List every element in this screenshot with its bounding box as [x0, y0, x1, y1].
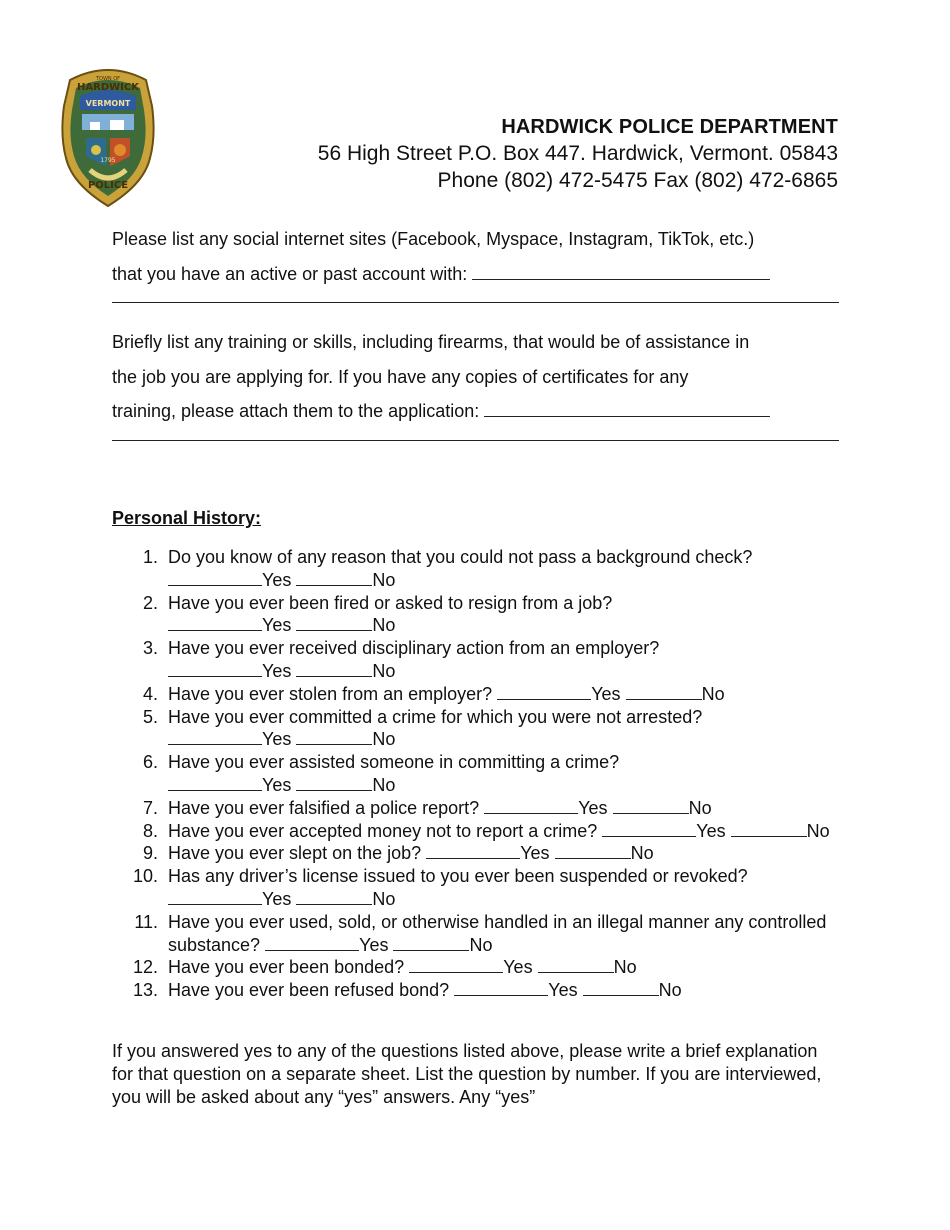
answer-options: [168, 889, 395, 909]
question-number: 6.: [142, 752, 158, 773]
question-text: Have you ever committed a crime for which you were not arrested?: [168, 706, 703, 727]
letterhead: [318, 114, 838, 194]
training-line-1: Briefly list any training or skills, including firearms, that would be of assistance in: [112, 332, 750, 352]
social-line-1: Please list any social internet sites (Facebook, Myspace, Instagram, TikTok, etc.): [112, 229, 755, 249]
question-item: [112, 683, 840, 706]
no-answer-blank[interactable]: [555, 844, 631, 859]
yes-answer-blank[interactable]: [265, 936, 359, 951]
no-label: No: [806, 820, 830, 841]
answer-options: [497, 684, 724, 704]
no-label: No: [372, 569, 396, 590]
personal-history-heading: Personal History:: [112, 508, 262, 528]
question-number: 2.: [142, 592, 158, 613]
yes-answer-blank[interactable]: [168, 571, 262, 586]
question-number: 1.: [142, 547, 158, 567]
no-answer-blank[interactable]: [296, 776, 372, 791]
question-number: 12.: [132, 957, 158, 978]
question-text: Do you know of any reason that you could not pass a background check?: [168, 547, 753, 567]
answer-options: [168, 570, 395, 590]
yes-answer-blank[interactable]: [454, 981, 548, 996]
question-item: [112, 637, 840, 683]
question-item: [112, 979, 840, 1002]
question-text: Have you ever used, sold, or otherwise handled in an illegal manner any controlled substance?: [168, 911, 827, 955]
question-item: [112, 751, 840, 797]
training-answer-line[interactable]: [112, 439, 839, 441]
question-number: 3.: [142, 638, 158, 659]
question-number: 7.: [142, 797, 158, 818]
no-answer-blank[interactable]: [613, 799, 689, 814]
question-item: [112, 956, 840, 979]
social-sites-answer-line[interactable]: [112, 301, 839, 303]
no-label: No: [372, 615, 396, 636]
social-sites-section: [112, 222, 840, 303]
question-number: 13.: [132, 980, 158, 1001]
question-text: Have you ever falsified a police report?: [168, 797, 480, 818]
question-item: [112, 842, 840, 865]
badge-top-text: TOWN OF: [95, 76, 121, 82]
badge-name-text: HARDWICK: [77, 82, 139, 93]
no-answer-blank[interactable]: [296, 730, 372, 745]
question-text: Have you ever slept on the job?: [168, 843, 422, 864]
no-answer-blank[interactable]: [296, 616, 372, 631]
question-text: Has any driver’s license issued to you ever been suspended or revoked?: [168, 866, 748, 887]
yes-label: Yes: [503, 957, 533, 978]
answer-options: [265, 935, 492, 955]
training-section: [112, 325, 840, 441]
no-answer-blank[interactable]: [296, 890, 372, 905]
question-item: [112, 820, 840, 843]
question-item: [112, 546, 840, 592]
answer-options: [168, 661, 395, 681]
no-answer-blank[interactable]: [393, 936, 469, 951]
no-label: No: [658, 980, 682, 1001]
yes-label: Yes: [520, 843, 550, 864]
yes-answer-blank[interactable]: [168, 662, 262, 677]
personal-history-questions: [112, 546, 840, 1002]
no-label: No: [701, 683, 725, 704]
question-number: 5.: [142, 706, 158, 727]
yes-label: Yes: [591, 683, 621, 704]
question-number: 9.: [142, 843, 158, 864]
no-label: No: [372, 888, 396, 909]
question-text: Have you ever been bonded?: [168, 957, 405, 978]
question-number: 8.: [142, 820, 158, 841]
yes-answer-blank[interactable]: [409, 958, 503, 973]
no-label: No: [372, 729, 396, 750]
question-text: Have you ever been refused bond?: [168, 980, 450, 1001]
question-item: [112, 592, 840, 638]
yes-answer-blank[interactable]: [168, 776, 262, 791]
training-line-2: the job you are applying for. If you have any copies of certificates for any: [112, 366, 689, 387]
question-text: Have you ever been fired or asked to resign from a job?: [168, 592, 613, 613]
question-text: Have you ever assisted someone in committing a crime?: [168, 752, 620, 773]
badge-bottom-text: POLICE: [87, 180, 129, 191]
question-text: Have you ever accepted money not to report a crime?: [168, 820, 598, 841]
yes-label: Yes: [262, 729, 292, 750]
question-item: [112, 865, 840, 911]
question-text: Have you ever received disciplinary action from an employer?: [168, 638, 660, 659]
no-answer-blank[interactable]: [626, 685, 702, 700]
yes-label: Yes: [548, 980, 578, 1001]
answer-options: [454, 980, 681, 1000]
yes-label: Yes: [359, 934, 389, 955]
department-phone-fax: Phone (802) 472-5475 Fax (802) 472-6865: [437, 169, 838, 192]
yes-label: Yes: [262, 660, 292, 681]
badge-state-text: VERMONT: [85, 99, 131, 108]
no-answer-blank[interactable]: [538, 958, 614, 973]
yes-answer-blank[interactable]: [484, 799, 578, 814]
no-label: No: [469, 934, 493, 955]
no-label: No: [372, 774, 396, 795]
yes-label: Yes: [262, 774, 292, 795]
yes-answer-blank[interactable]: [602, 822, 696, 837]
training-answer-blank[interactable]: [484, 400, 770, 417]
yes-answer-blank[interactable]: [497, 685, 591, 700]
answer-options: [168, 775, 395, 795]
question-item: [112, 911, 840, 957]
answer-options: [426, 843, 653, 863]
no-label: No: [630, 843, 654, 864]
no-answer-blank[interactable]: [296, 662, 372, 677]
yes-answer-blank[interactable]: [168, 890, 262, 905]
no-label: No: [688, 797, 712, 818]
yes-label: Yes: [262, 569, 292, 590]
answer-options: [409, 957, 636, 977]
answer-options: [168, 729, 395, 749]
question-number: 10.: [132, 866, 158, 887]
answer-options: [602, 821, 829, 841]
yes-answer-blank[interactable]: [168, 730, 262, 745]
training-line-3-text: training, please attach them to the application:: [112, 401, 480, 421]
question-text: Have you ever stolen from an employer?: [168, 683, 493, 704]
yes-label: Yes: [262, 615, 292, 636]
answer-options: [484, 798, 711, 818]
police-badge-logo: [60, 66, 156, 208]
no-answer-blank[interactable]: [296, 571, 372, 586]
yes-label: Yes: [696, 820, 726, 841]
department-name: HARDWICK POLICE DEPARTMENT: [501, 116, 838, 138]
no-label: No: [613, 957, 637, 978]
question-item: [112, 797, 840, 820]
no-label: No: [372, 660, 396, 681]
question-number: 4.: [142, 683, 158, 704]
yes-label: Yes: [578, 797, 608, 818]
social-sites-answer-blank[interactable]: [472, 263, 770, 280]
no-answer-blank[interactable]: [731, 822, 807, 837]
question-item: [112, 706, 840, 752]
training-line-3: [112, 394, 840, 429]
social-line-2: [112, 257, 840, 292]
question-number: 11.: [134, 911, 158, 932]
closing-instructions: If you answered yes to any of the questions listed above, please write a brief explanation for that question on a separate sheet. List the question by number. If you are interviewed, you will be asked about any “yes” answers. Any “yes”: [112, 1041, 822, 1107]
yes-label: Yes: [262, 888, 292, 909]
department-address: 56 High Street P.O. Box 447. Hardwick, Vermont. 05843: [317, 142, 838, 165]
yes-answer-blank[interactable]: [426, 844, 520, 859]
badge-year-text: 1795: [100, 157, 116, 164]
yes-answer-blank[interactable]: [168, 616, 262, 631]
social-line-2-text: that you have an active or past account with:: [112, 263, 468, 284]
no-answer-blank[interactable]: [583, 981, 659, 996]
answer-options: [168, 615, 395, 635]
